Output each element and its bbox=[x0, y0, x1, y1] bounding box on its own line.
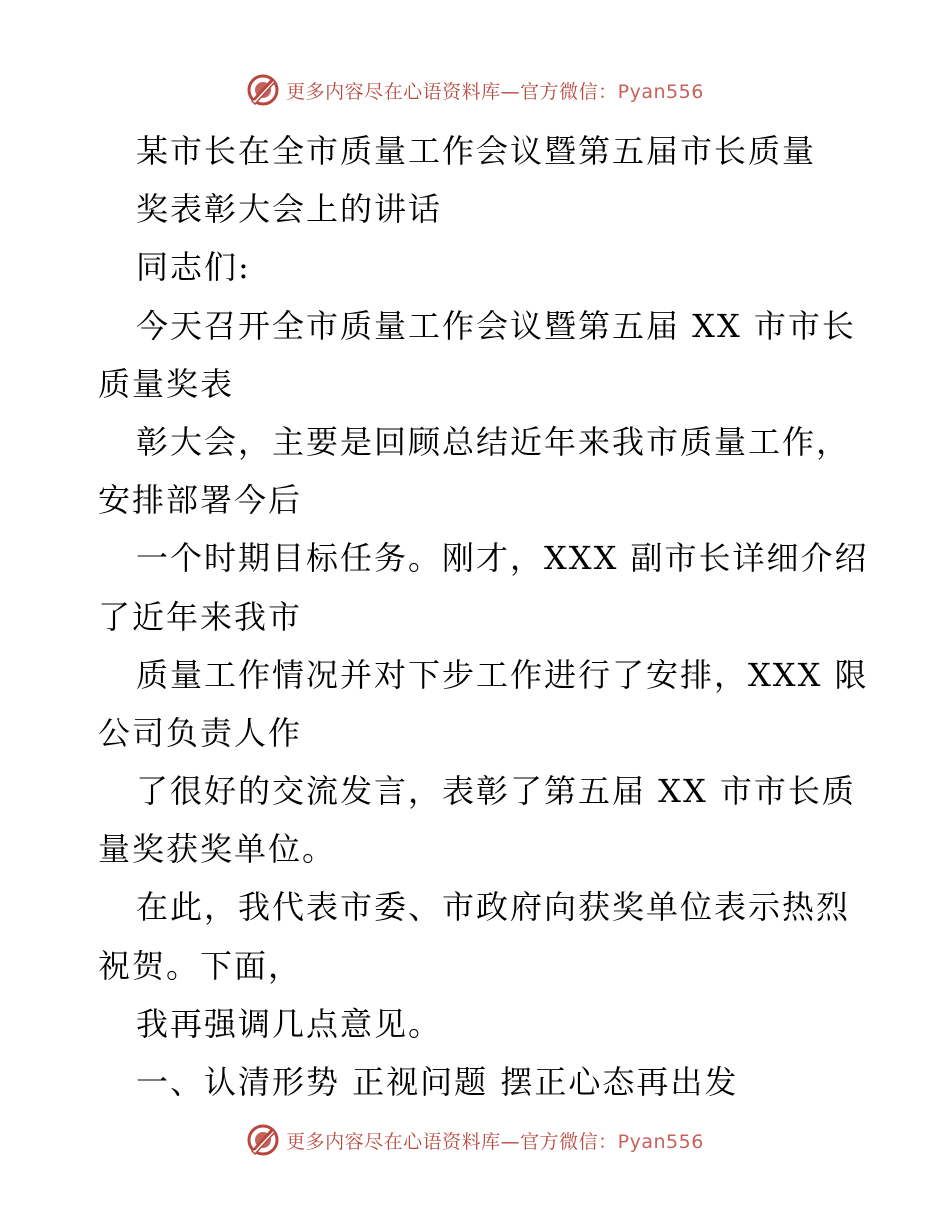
watermark-account: Pyan556 bbox=[617, 80, 704, 103]
paragraph-line: 我再强调几点意见。 bbox=[136, 1004, 443, 1043]
paragraph-line: 质量奖表 bbox=[98, 364, 235, 403]
paragraph-line: 祝贺。下面， bbox=[98, 946, 303, 985]
watermark-text: 更多内容尽在心语资料库—官方微信： bbox=[286, 1130, 618, 1153]
paragraph-line: 质量工作情况并对下步工作进行了安排，XXX 限 bbox=[136, 655, 869, 694]
watermark-account: Pyan556 bbox=[617, 1130, 704, 1153]
footer-watermark bbox=[0, 1120, 950, 1160]
paragraph-line: 了近年来我市 bbox=[98, 597, 303, 636]
paragraph-line: 一个时期目标任务。刚才，XXX 副市长详细介绍 bbox=[136, 539, 869, 578]
header-watermark bbox=[0, 70, 950, 110]
paragraph-line: 在此，我代表市委、市政府向获奖单位表示热烈 bbox=[136, 888, 851, 927]
document-body bbox=[98, 122, 869, 1111]
doc-title-line-2: 奖表彰大会上的讲话 bbox=[136, 190, 443, 229]
doc-title-line-1: 某市长在全市质量工作会议暨第五届市长质量 bbox=[136, 132, 817, 170]
paragraph-line: 公司负责人作 bbox=[98, 713, 303, 752]
watermark-text: 更多内容尽在心语资料库—官方微信： bbox=[286, 80, 618, 103]
salutation: 同志们: bbox=[136, 248, 251, 287]
quill-seal-logo-icon bbox=[246, 1123, 280, 1157]
paragraph-line: 了很好的交流发言，表彰了第五届 XX 市市长质 bbox=[136, 772, 856, 811]
paragraph-line: 安排部署今后 bbox=[98, 481, 303, 520]
paragraph-line: 量奖获奖单位。 bbox=[98, 830, 337, 869]
paragraph-line: 彰大会，主要是回顾总结近年来我市质量工作， bbox=[136, 422, 851, 461]
section-heading: 一、认清形势 正视问题 摆正心态再出发 bbox=[136, 1063, 739, 1101]
quill-seal-logo-icon bbox=[246, 73, 280, 107]
paragraph-line: 今天召开全市质量工作会议暨第五届 XX 市市长 bbox=[136, 306, 856, 345]
